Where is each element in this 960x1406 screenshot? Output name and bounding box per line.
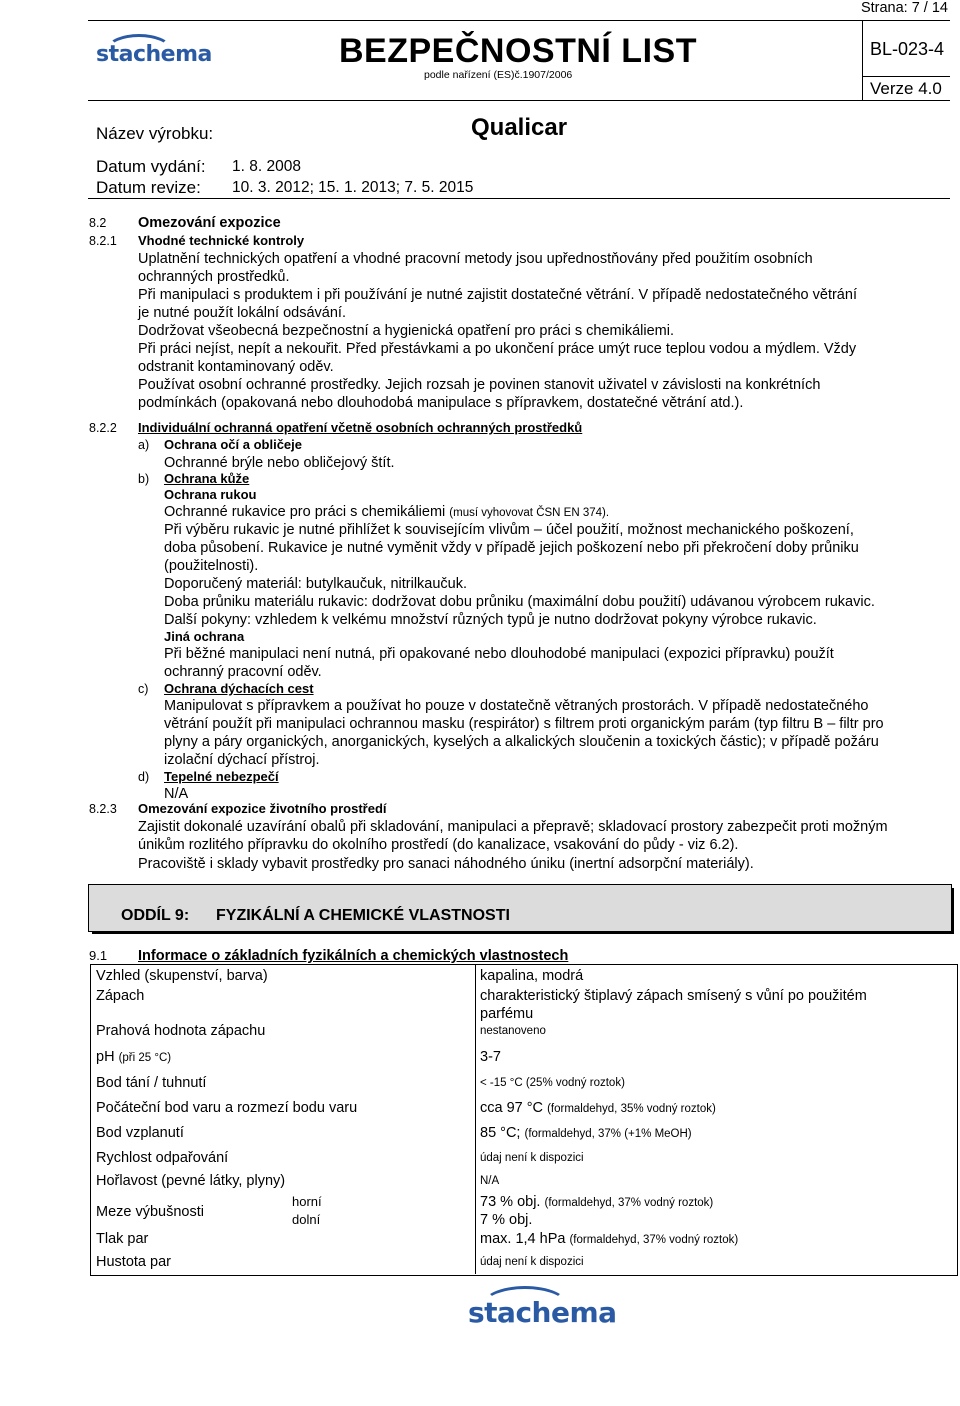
property-label: Tlak par xyxy=(96,1231,149,1247)
paragraph-line: je nutné použít lokální odsávání. xyxy=(138,305,346,321)
property-value: 7 % obj. xyxy=(480,1212,533,1228)
property-label: Hořlavost (pevné látky, plyny) xyxy=(96,1173,286,1189)
section-title: Omezování expozice xyxy=(138,215,281,231)
paragraph-line: izolační dýchací přístroj. xyxy=(164,752,320,768)
section-number: 8.2.2 xyxy=(89,421,117,435)
revision-date-label: Datum revize: xyxy=(96,178,201,197)
property-sublabel: dolní xyxy=(292,1212,321,1227)
item-title: Ochrana dýchacích cest xyxy=(164,681,314,696)
issue-date-label: Datum vydání: xyxy=(96,157,206,176)
section-heading-bar xyxy=(88,884,952,932)
property-label: pH (při 25 °C) xyxy=(96,1049,172,1065)
product-label: Název výrobku: xyxy=(96,124,214,143)
item-subtitle: Ochrana rukou xyxy=(164,487,257,502)
item-title: Ochrana očí a obličeje xyxy=(164,437,302,452)
paragraph-line: (použitelnosti). xyxy=(164,558,259,574)
document-subtitle: podle nařízení (ES)č.1907/2006 xyxy=(424,69,573,81)
paragraph-line: Dodržovat všeobecná bezpečnostní a hygienická opatření pro práci s chemikáliemi. xyxy=(138,323,674,339)
paragraph-line: plyny a páry organických, anorganických, kyselých a alkalických sloučenin a toxických částic); v případě požáru xyxy=(164,734,879,750)
page-number: Strana: 7 / 14 xyxy=(860,0,948,16)
list-marker: c) xyxy=(138,682,149,696)
property-value: N/A xyxy=(480,1175,500,1187)
paragraph-line: Ochranné rukavice pro práci s chemikáliemi (musí vyhovovat ČSN EN 374). xyxy=(164,504,610,520)
property-label: Zápach xyxy=(96,988,145,1004)
paragraph-line: Zajistit dokonalé uzavírání obalů při skladování, manipulaci a přepravě; skladovací prostory zabezpečit proti možným xyxy=(138,819,888,835)
property-sublabel: horní xyxy=(292,1194,322,1209)
property-value: kapalina, modrá xyxy=(480,968,584,984)
paragraph-line: ochranný pracovní oděv. xyxy=(164,664,322,680)
subsection-title: Informace o základních fyzikálních a chemických vlastnostech xyxy=(138,948,569,964)
paragraph-line: Používat osobní ochranné prostředky. Jejich rozsah je povinen stanovit uživatel v závislosti na konkrétních xyxy=(138,377,821,393)
property-value: 73 % obj. (formaldehyd, 37% vodný roztok) xyxy=(480,1194,714,1210)
property-value: cca 97 °C (formaldehyd, 35% vodný roztok) xyxy=(480,1100,716,1116)
property-label: Meze výbušnosti xyxy=(96,1204,204,1220)
property-label: Vzhled (skupenství, barva) xyxy=(96,968,268,984)
section-number: 8.2.3 xyxy=(89,802,117,816)
property-value: nestanoveno xyxy=(480,1025,546,1037)
paragraph-line: Doba průniku materiálu rukavic: dodržovat dobu průniku (maximální dobu použití) udávanou výrobcem rukavic. xyxy=(164,594,875,610)
subsection-title: Individuální ochranná opatření včetně osobních ochranných prostředků xyxy=(138,420,583,435)
list-marker: b) xyxy=(138,472,150,486)
issue-date-value: 1. 8. 2008 xyxy=(232,158,301,175)
section-number: 8.2 xyxy=(89,216,107,230)
paragraph-line: N/A xyxy=(164,786,189,802)
property-value: údaj není k dispozici xyxy=(480,1152,584,1164)
paragraph-line: Při práci nejíst, nepít a nekouřit. Před přestávkami a po ukončení práce umýt ruce teplou vodou a mýdlem. Vždy xyxy=(138,341,857,357)
property-value: max. 1,4 hPa (formaldehyd, 37% vodný roztok) xyxy=(480,1231,739,1247)
paragraph-line: větrání použít při manipulaci ochrannou masku (respirátor) s filtrem proti organickým parám (typ filtru B – filtr pro xyxy=(164,716,884,732)
property-value: < -15 °C (25% vodný roztok) xyxy=(480,1077,625,1089)
paragraph-line: Při výběru rukavic je nutné přihlížet k souvisejícím vlivům – účel použití, možnost mechanického poškození, xyxy=(164,522,854,538)
list-marker: a) xyxy=(138,438,150,452)
paragraph-line: Manipulovat s přípravkem a používat ho pouze v dostatečně větraných prostorách. V případě nedostatečného xyxy=(164,698,869,714)
property-label: Prahová hodnota zápachu xyxy=(96,1023,266,1039)
subsection-title: Omezování expozice životního prostředí xyxy=(138,801,387,816)
item-title: Tepelné nebezpečí xyxy=(164,769,279,784)
list-marker: d) xyxy=(138,770,150,784)
paragraph-line: doba působení. Rukavice je nutné vyměnit vždy v případě jejich poškození nebo při překročení doby průniku xyxy=(164,540,859,556)
paragraph-line: Pracoviště i sklady vybavit prostředky pro sanaci náhodného úniku (inertní adsorpční materiály). xyxy=(138,856,754,872)
property-label: Bod tání / tuhnutí xyxy=(96,1075,207,1091)
property-value: 3-7 xyxy=(480,1049,501,1065)
property-label: Bod vzplanutí xyxy=(96,1125,184,1141)
paragraph-line: Uplatnění technických opatření a vhodné pracovní metody jsou upřednostňovány před použitím osobních xyxy=(138,251,813,267)
property-value: údaj není k dispozici xyxy=(480,1256,584,1268)
paragraph-line: Při manipulaci s produktem i při používání je nutné zajistit dostatečné větrání. V případě nedostatečného větrání xyxy=(138,287,857,303)
property-label: Počáteční bod varu a rozmezí bodu varu xyxy=(96,1100,358,1116)
paragraph-line: Ochranné brýle nebo obličejový štít. xyxy=(164,455,395,471)
document-title: BEZPEČNOSTNÍ LIST xyxy=(339,32,697,70)
paragraph-line: Doporučený materiál: butylkaučuk, nitrilkaučuk. xyxy=(164,576,468,592)
paragraph-line: únikům rozlitého přípravku do okolního prostředí (do kanalizace, vsakování do půdy - viz 6.2). xyxy=(138,837,739,853)
item-title: Ochrana kůže xyxy=(164,471,250,486)
footer-logo: stachema xyxy=(468,1286,588,1336)
document-code: BL-023-4 xyxy=(870,39,945,59)
property-value: parfému xyxy=(480,1006,534,1022)
section-number: 9.1 xyxy=(89,948,108,963)
property-value: charakteristický štiplavý zápach smísený s vůní po použitém xyxy=(480,988,867,1004)
section-heading-label: ODDÍL 9: xyxy=(121,907,190,924)
subsection-title: Vhodné technické kontroly xyxy=(138,233,305,248)
property-label: Hustota par xyxy=(96,1254,171,1270)
revision-date-value: 10. 3. 2012; 15. 1. 2013; 7. 5. 2015 xyxy=(232,179,474,196)
paragraph-line: odstranit kontaminovaný oděv. xyxy=(138,359,334,375)
stachema-logo: stachema xyxy=(96,34,188,74)
section-number: 8.2.1 xyxy=(89,234,117,248)
property-value: 85 °C; (formaldehyd, 37% (+1% MeOH) xyxy=(480,1125,692,1141)
property-label: Rychlost odpařování xyxy=(96,1150,229,1166)
paragraph-line: Další pokyny: vzhledem k velkému množství různých typů je nutno dodržovat pokyny výrobce rukavic. xyxy=(164,612,817,628)
document-version: Verze 4.0 xyxy=(870,79,942,98)
paragraph-line: Při běžné manipulaci není nutná, při opakované nebo dlouhodobé manipulaci (expozici přípravku) použít xyxy=(164,646,834,662)
product-name: Qualicar xyxy=(471,114,568,141)
section-heading-title: FYZIKÁLNÍ A CHEMICKÉ VLASTNOSTI xyxy=(216,907,510,924)
paragraph-line: ochranných prostředků. xyxy=(138,269,290,285)
item-subtitle: Jiná ochrana xyxy=(164,629,245,644)
paragraph-line: podmínkách (opakovaná nebo dlouhodobá manipulace s přípravkem, dostatečné větrání atd.). xyxy=(138,395,744,411)
